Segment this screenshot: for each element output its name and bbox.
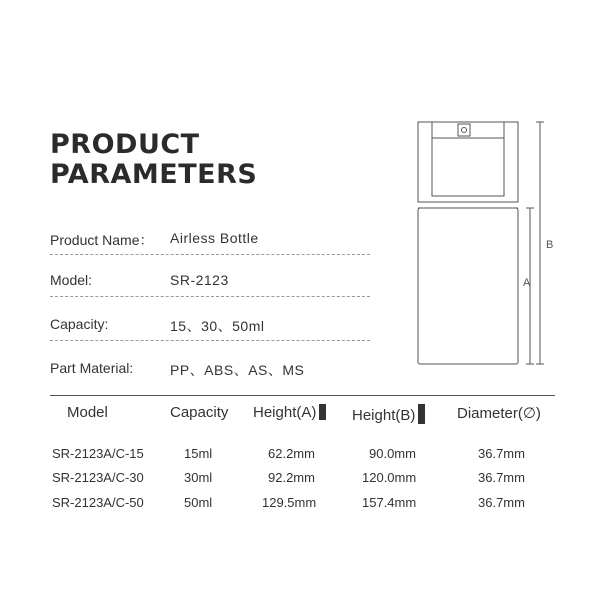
cap-outline	[418, 122, 518, 202]
row1-height-a: 62.2mm	[268, 446, 315, 461]
row1-capacity: 15ml	[184, 446, 213, 461]
bottle-drawing	[410, 110, 560, 370]
bottle-body	[418, 208, 518, 364]
param-row-capacity	[50, 308, 370, 341]
dimension-label-b: B	[546, 239, 554, 251]
inner-cap	[432, 138, 504, 196]
row2-model: SR-2123A/C-30	[52, 470, 144, 485]
model-label: Model:	[50, 272, 93, 288]
height-b-bar-icon	[418, 404, 425, 424]
header-diameter: Diameter(∅)	[457, 405, 541, 422]
row2-diameter: 36.7mm	[478, 470, 525, 485]
product-name-label: Product Name：	[50, 232, 154, 248]
row1-model: SR-2123A/C-15	[52, 446, 144, 461]
material-value: PP、ABS、AS、MS	[170, 362, 305, 378]
dimension-label-a: A	[523, 277, 531, 289]
row1-diameter: 36.7mm	[478, 446, 525, 461]
capacity-label: Capacity:	[50, 316, 109, 332]
material-label: Part Material:	[50, 360, 134, 376]
header-model: Model	[67, 404, 108, 421]
title-line-2: PARAMETERS	[50, 159, 258, 190]
row3-capacity: 50ml	[184, 495, 213, 510]
model-value: SR-2123	[170, 272, 229, 288]
header-height-b-label: Height(B)	[352, 407, 416, 424]
row2-height-a: 92.2mm	[268, 470, 315, 485]
row3-height-a: 129.5mm	[262, 495, 317, 510]
row1-height-b: 90.0mm	[369, 446, 416, 461]
table-top-divider	[50, 395, 555, 396]
row3-diameter: 36.7mm	[478, 495, 525, 510]
param-row-product-name	[50, 222, 370, 255]
header-height-b	[352, 404, 425, 424]
param-row-model	[50, 264, 370, 297]
row2-capacity: 30ml	[184, 470, 213, 485]
header-capacity: Capacity	[170, 404, 229, 421]
row2-height-b: 120.0mm	[362, 470, 417, 485]
height-a-bar-icon	[319, 404, 326, 420]
header-height-a-label: Height(A)	[253, 404, 317, 421]
row3-model: SR-2123A/C-50	[52, 495, 144, 510]
nozzle-hole	[462, 128, 467, 133]
product-name-value: Airless Bottle	[170, 230, 259, 246]
title-line-1: PRODUCT	[50, 129, 200, 160]
header-height-a	[253, 404, 326, 421]
nozzle	[458, 124, 470, 136]
page-title	[50, 130, 257, 190]
capacity-value: 15、30、50ml	[170, 318, 265, 334]
param-row-material	[50, 352, 370, 384]
row3-height-b: 157.4mm	[362, 495, 417, 510]
